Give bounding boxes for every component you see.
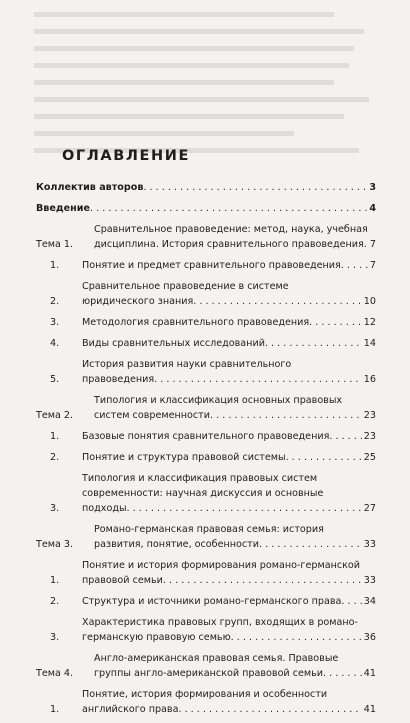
toc-entry-number: 3. bbox=[50, 503, 60, 514]
toc-entry-number: 5. bbox=[50, 374, 60, 385]
toc-subentry[interactable] bbox=[36, 258, 376, 273]
toc-entry-number: Тема 2. bbox=[36, 410, 74, 421]
toc-page-number: 23 bbox=[363, 410, 376, 421]
toc-entry-number: Тема 4. bbox=[36, 668, 74, 679]
toc-entry-number: 2. bbox=[50, 596, 60, 607]
toc-subentry[interactable] bbox=[36, 450, 376, 465]
toc-page-number: 34 bbox=[363, 596, 376, 607]
toc-subentry[interactable] bbox=[36, 315, 376, 330]
toc-entry-title: Сравнительное правоведение в системе юридического знания . . . bbox=[82, 281, 289, 307]
toc-entry-number: 1. bbox=[50, 575, 60, 586]
toc-entry[interactable] bbox=[36, 201, 376, 216]
toc-entry-number: Тема 3. bbox=[36, 539, 74, 550]
toc-page-number: 4 bbox=[369, 203, 376, 214]
toc-entry-title: Понятие и структура правовой системы . . . bbox=[82, 452, 286, 463]
toc-subentry[interactable] bbox=[36, 336, 376, 351]
toc-entry-title: Типология и классификация основных правовых систем современности . . . bbox=[94, 395, 342, 421]
toc-subentry[interactable] bbox=[36, 594, 376, 609]
toc-entry-number: 1. bbox=[50, 260, 60, 271]
toc-entry-title: Характеристика правовых групп, входящих в романо-германскую правовую семью . . . bbox=[82, 617, 358, 643]
table-of-contents bbox=[36, 180, 376, 723]
toc-entry-title: Англо-американская правовая семья. Правовые группы англо-американской правовой семьи . . . bbox=[94, 653, 338, 679]
toc-page-number: 7 bbox=[369, 260, 376, 271]
toc-entry-title: Структура и источники романо-германского права . . . bbox=[82, 596, 341, 607]
toc-entry-title: Типология и классификация правовых систем современности: научная дискуссия и основные подходы . . . bbox=[82, 473, 323, 514]
toc-page-number: 33 bbox=[363, 539, 376, 550]
toc-subentry[interactable] bbox=[36, 471, 376, 516]
toc-entry-title: Сравнительное правоведение: метод, наука, учебная дисциплина. История сравнительного правоведения . . . bbox=[94, 224, 368, 250]
toc-subentry[interactable] bbox=[36, 615, 376, 645]
toc-page-number: 23 bbox=[363, 431, 376, 442]
toc-page-number: 3 bbox=[369, 182, 376, 193]
toc-subentry[interactable] bbox=[36, 429, 376, 444]
document-page bbox=[36, 0, 376, 715]
toc-entry[interactable] bbox=[36, 393, 376, 423]
toc-entry-title: Коллектив авторов . . . bbox=[36, 182, 143, 193]
toc-subentry[interactable] bbox=[36, 279, 376, 309]
toc-entry-title: Понятие, история формирования и особенности английского права . . . bbox=[82, 689, 327, 715]
toc-entry-title: История развития науки сравнительного правоведения . . . bbox=[82, 359, 291, 385]
toc-entry-title: Понятие и история формирования романо-германской правовой семьи . . . bbox=[82, 560, 360, 586]
toc-page-number: 25 bbox=[363, 452, 376, 463]
toc-title: ОГЛАВЛЕНИЕ bbox=[62, 148, 191, 164]
toc-page-number: 41 bbox=[363, 704, 376, 715]
toc-entry-number: 2. bbox=[50, 452, 60, 463]
toc-subentry[interactable] bbox=[36, 558, 376, 588]
toc-page-number: 41 bbox=[363, 668, 376, 679]
toc-entry-number: 1. bbox=[50, 704, 60, 715]
toc-page-number: 10 bbox=[363, 296, 376, 307]
toc-page-number: 7 bbox=[369, 239, 376, 250]
toc-entry-title: Понятие и предмет сравнительного правоведения . . . bbox=[82, 260, 341, 271]
toc-entry-number: 4. bbox=[50, 338, 60, 349]
toc-entry-number: 1. bbox=[50, 431, 60, 442]
toc-entry-title: Виды сравнительных исследований . . . bbox=[82, 338, 265, 349]
toc-entry-title: Введение . . . bbox=[36, 203, 90, 214]
toc-entry[interactable] bbox=[36, 222, 376, 252]
toc-entry-number: 3. bbox=[50, 632, 60, 643]
toc-entry-number: 3. bbox=[50, 317, 60, 328]
toc-entry[interactable] bbox=[36, 180, 376, 195]
toc-page-number: 36 bbox=[363, 632, 376, 643]
toc-page-number: 33 bbox=[363, 575, 376, 586]
toc-entry-title: Методология сравнительного правоведения . . . bbox=[82, 317, 309, 328]
toc-subentry[interactable] bbox=[36, 687, 376, 717]
toc-subentry[interactable] bbox=[36, 357, 376, 387]
toc-entry-title: Базовые понятия сравнительного правоведения . . . bbox=[82, 431, 329, 442]
toc-entry-title: Романо-германская правовая семья: история развития, понятие, особенности . . . bbox=[94, 524, 324, 550]
toc-page-number: 27 bbox=[363, 503, 376, 514]
toc-entry-number: 2. bbox=[50, 296, 60, 307]
toc-page-number: 16 bbox=[363, 374, 376, 385]
toc-page-number: 12 bbox=[363, 317, 376, 328]
toc-entry-number: Тема 1. bbox=[36, 239, 74, 250]
toc-page-number: 14 bbox=[363, 338, 376, 349]
toc-entry[interactable] bbox=[36, 651, 376, 681]
toc-entry[interactable] bbox=[36, 522, 376, 552]
